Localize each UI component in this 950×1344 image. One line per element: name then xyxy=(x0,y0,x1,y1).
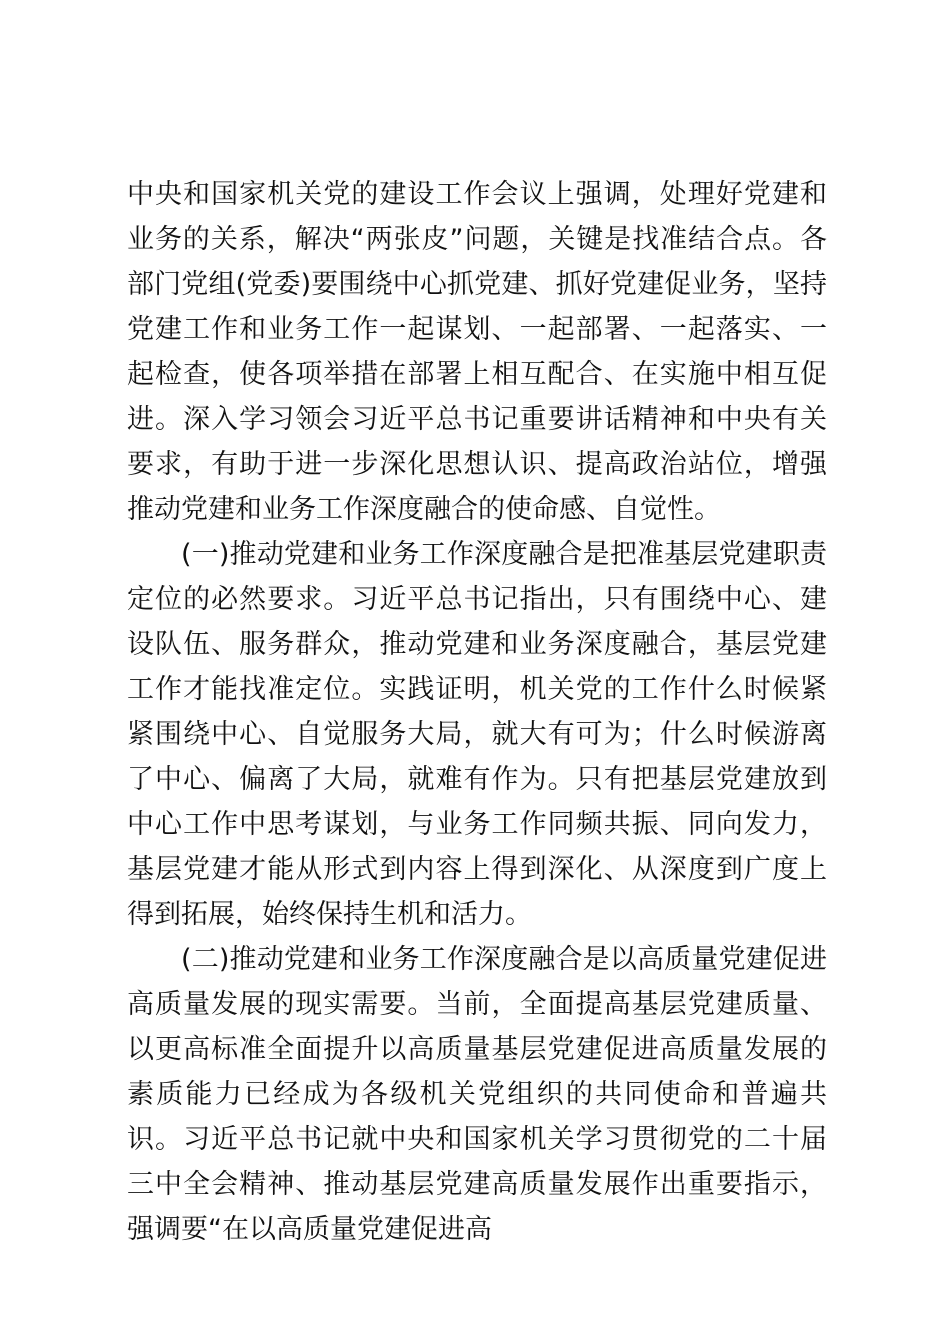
paragraph-section-two: (二)推动党建和业务工作深度融合是以高质量党建促进高质量发展的现实需要。当前，全面提高基层党建质量、以更高标准全面提升以高质量基层党建促进高质量发展的素质能力已经成为各级机关党组织的共同使命和普遍共识。习近平总书记就中央和国家机关学习贯彻党的二十届三中全会精神、推动基层党建高质量发展作出重要指示，强调要“在以高质量党建促进高 xyxy=(127,944,827,1245)
paragraph-section-one: (一)推动党建和业务工作深度融合是把准基层党建职责定位的必然要求。习近平总书记指出，只有围绕中心、建设队伍、服务群众，推动党建和业务深度融合，基层党建工作才能找准定位。实践证明，机关党的工作什么时候紧紧围绕中心、自觉服务大局，就大有可为；什么时候游离了中心、偏离了大局，就难有作为。只有把基层党建放到中心工作中思考谋划，与业务工作同频共振、同向发力，基层党建才能从形式到内容上得到深化、从深度到广度上得到拓展，始终保持生机和活力。 xyxy=(127,539,827,930)
body-text xyxy=(127,172,827,1252)
paragraph-continuation: 中央和国家机关党的建设工作会议上强调，处理好党建和业务的关系，解决“两张皮”问题，关键是找准结合点。各部门党组(党委)要围绕中心抓党建、抓好党建促业务，坚持党建工作和业务工作一起谋划、一起部署、一起落实、一起检查，使各项举措在部署上相互配合、在实施中相互促进。深入学习领会习近平总书记重要讲话精神和中央有关要求，有助于进一步深化思想认识、提高政治站位，增强推动党建和业务工作深度融合的使命感、自觉性。 xyxy=(127,179,827,525)
